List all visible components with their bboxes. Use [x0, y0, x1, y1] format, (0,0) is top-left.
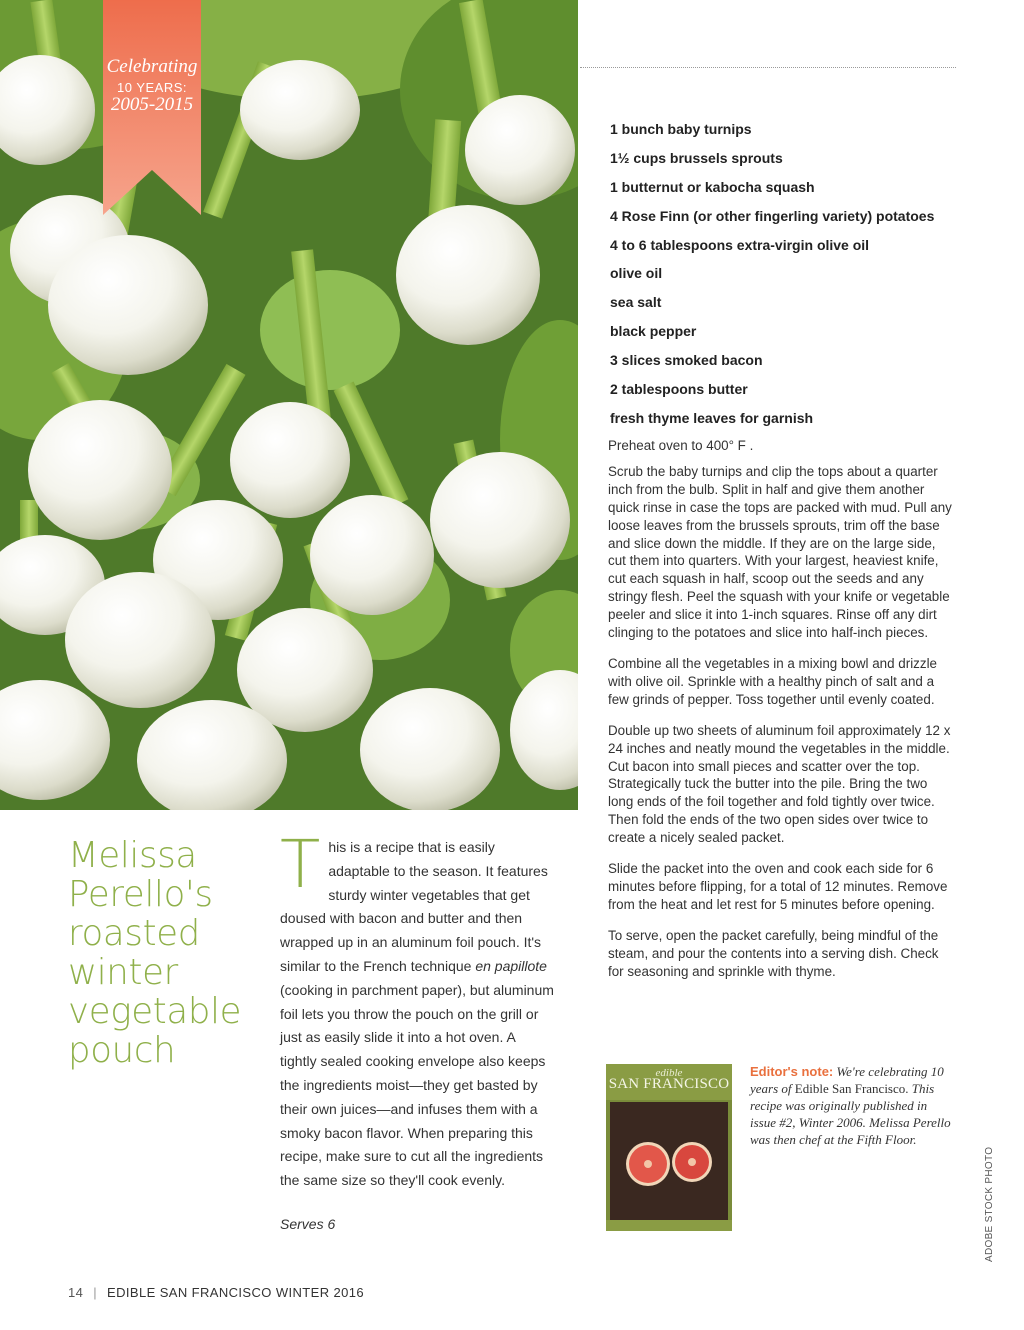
photo-credit: ADOBE STOCK PHOTO — [984, 1146, 995, 1262]
turnips-photo — [0, 0, 578, 810]
footer-separator: | — [93, 1285, 98, 1300]
editors-note-publication: Edible San Francisco. — [794, 1081, 909, 1096]
drop-cap: T — [280, 826, 321, 903]
ingredient-item: 1 bunch baby turnips — [610, 121, 752, 137]
direction-step: Slide the packet into the oven and cook each side for 6 minutes before flipping, for a total of 12 minutes. Remove from the heat and let rest for 5 minutes before opening. — [608, 861, 948, 912]
page-number: 14 — [68, 1285, 84, 1300]
editors-note — [750, 1063, 955, 1148]
footer-publication: EDIBLE SAN FRANCISCO WINTER 2016 — [107, 1285, 365, 1300]
direction-step: Scrub the baby turnips and clip the tops about a quarter inch from the bulb. Split in half and give them another quick rinse in case the tops are packed with mud. Pull any loose leaves from the brussels sprouts, trim off the base and slice down the middle. If they are on the large side, cut them into quarters. With your largest, heaviest knife, cut each squash in half, scoop out the seeds and any stringy flesh. Peel the squash with your knife or vegetable peeler and slice it into 1-inch squares. Rinse off any dirt clinging to the potatoes and slice into half-inch pieces. — [608, 463, 952, 641]
ingredient-item: black pepper — [610, 323, 697, 340]
ingredient-item: 4 Rose Finn (or other fingerling variety) potatoes — [610, 207, 935, 224]
anniversary-ribbon — [103, 0, 201, 215]
recipe-intro — [280, 826, 555, 1193]
direction-step: To serve, open the packet carefully, being mindful of the steam, and pour the contents into a serving dish. Check for seasoning and sprinkle with thyme. — [608, 927, 939, 979]
page-footer — [68, 1285, 364, 1300]
ribbon-date-range: 2005-2015 — [110, 94, 194, 115]
ingredient-item: olive oil — [610, 265, 663, 282]
ingredient-item: sea salt — [610, 294, 662, 311]
intro-text: his is a recipe that is easily adaptable to the season. It features sturdy winter vegetables that get doused with bacon and butter and then wrapped up in an aluminum foil pouch. It's similar to the French technique — [280, 839, 548, 974]
preheat-instruction: Preheat oven to 400° F . — [608, 438, 754, 453]
ingredient-item: 2 tablespoons butter — [610, 381, 748, 398]
magazine-cover-image — [606, 1064, 732, 1231]
ingredient-item: 1½ cups brussels sprouts — [610, 149, 783, 166]
editors-note-text: We're celebrating 10 years of — [750, 1064, 944, 1096]
cover-grapefruit-photo — [610, 1102, 728, 1220]
recipe-title: Melissa Perello's roasted winter vegetable pouch — [68, 835, 242, 1071]
direction-step: Combine all the vegetables in a mixing bowl and drizzle with olive oil. Sprinkle with a healthy pinch of salt and a few grinds of pepper. Toss together until evenly coated. — [608, 655, 937, 707]
ingredient-item: 1 butternut or kabocha squash — [610, 178, 815, 195]
cover-small-title: edible — [655, 1067, 683, 1079]
editors-note-text-continued: This recipe was originally published in issue #2, Winter 2006. Melissa Perello was then chef at the Fifth Floor. — [750, 1081, 951, 1147]
ribbon-celebrating-text: Celebrating — [106, 56, 198, 77]
intro-italic-term: en papillote — [475, 957, 547, 974]
ingredient-item: fresh thyme leaves for garnish — [610, 409, 814, 426]
editors-note-label: Editor's note: — [750, 1064, 834, 1079]
servings: Serves 6 — [280, 1216, 336, 1232]
ribbon-years-text: 10 YEARS: — [116, 80, 188, 95]
cover-bottom-band — [606, 1220, 732, 1231]
cover-masthead: SAN FRANCISCO — [608, 1076, 730, 1092]
ingredients-list — [610, 120, 970, 438]
ingredient-item: 4 to 6 tablespoons extra-virgin olive oil — [610, 236, 870, 253]
recipe-directions — [608, 437, 953, 993]
dotted-divider — [580, 67, 956, 68]
intro-text-continued: (cooking in parchment paper), but aluminum foil lets you throw the pouch on the grill or just as easily slide it into a hot oven. A tightly sealed cooking envelope also keeps the ingredients moist—they get basted by their own juices—and infuses them with a smoky bacon flavor. When preparing this recipe, make sure to cut all the ingredients the same size so they'll cook evenly. — [280, 981, 554, 1189]
ingredient-item: 3 slices smoked bacon — [610, 352, 763, 369]
direction-step: Double up two sheets of aluminum foil approximately 12 x 24 inches and neatly mound the vegetables in the middle. Cut bacon into small pieces and scatter over the top. Strategically tuck the butter into the pile. Bring the two long ends of the foil together and fold tightly over twice. Then fold the ends of the two open sides over twice to create a nicely sealed packet. — [608, 722, 951, 846]
